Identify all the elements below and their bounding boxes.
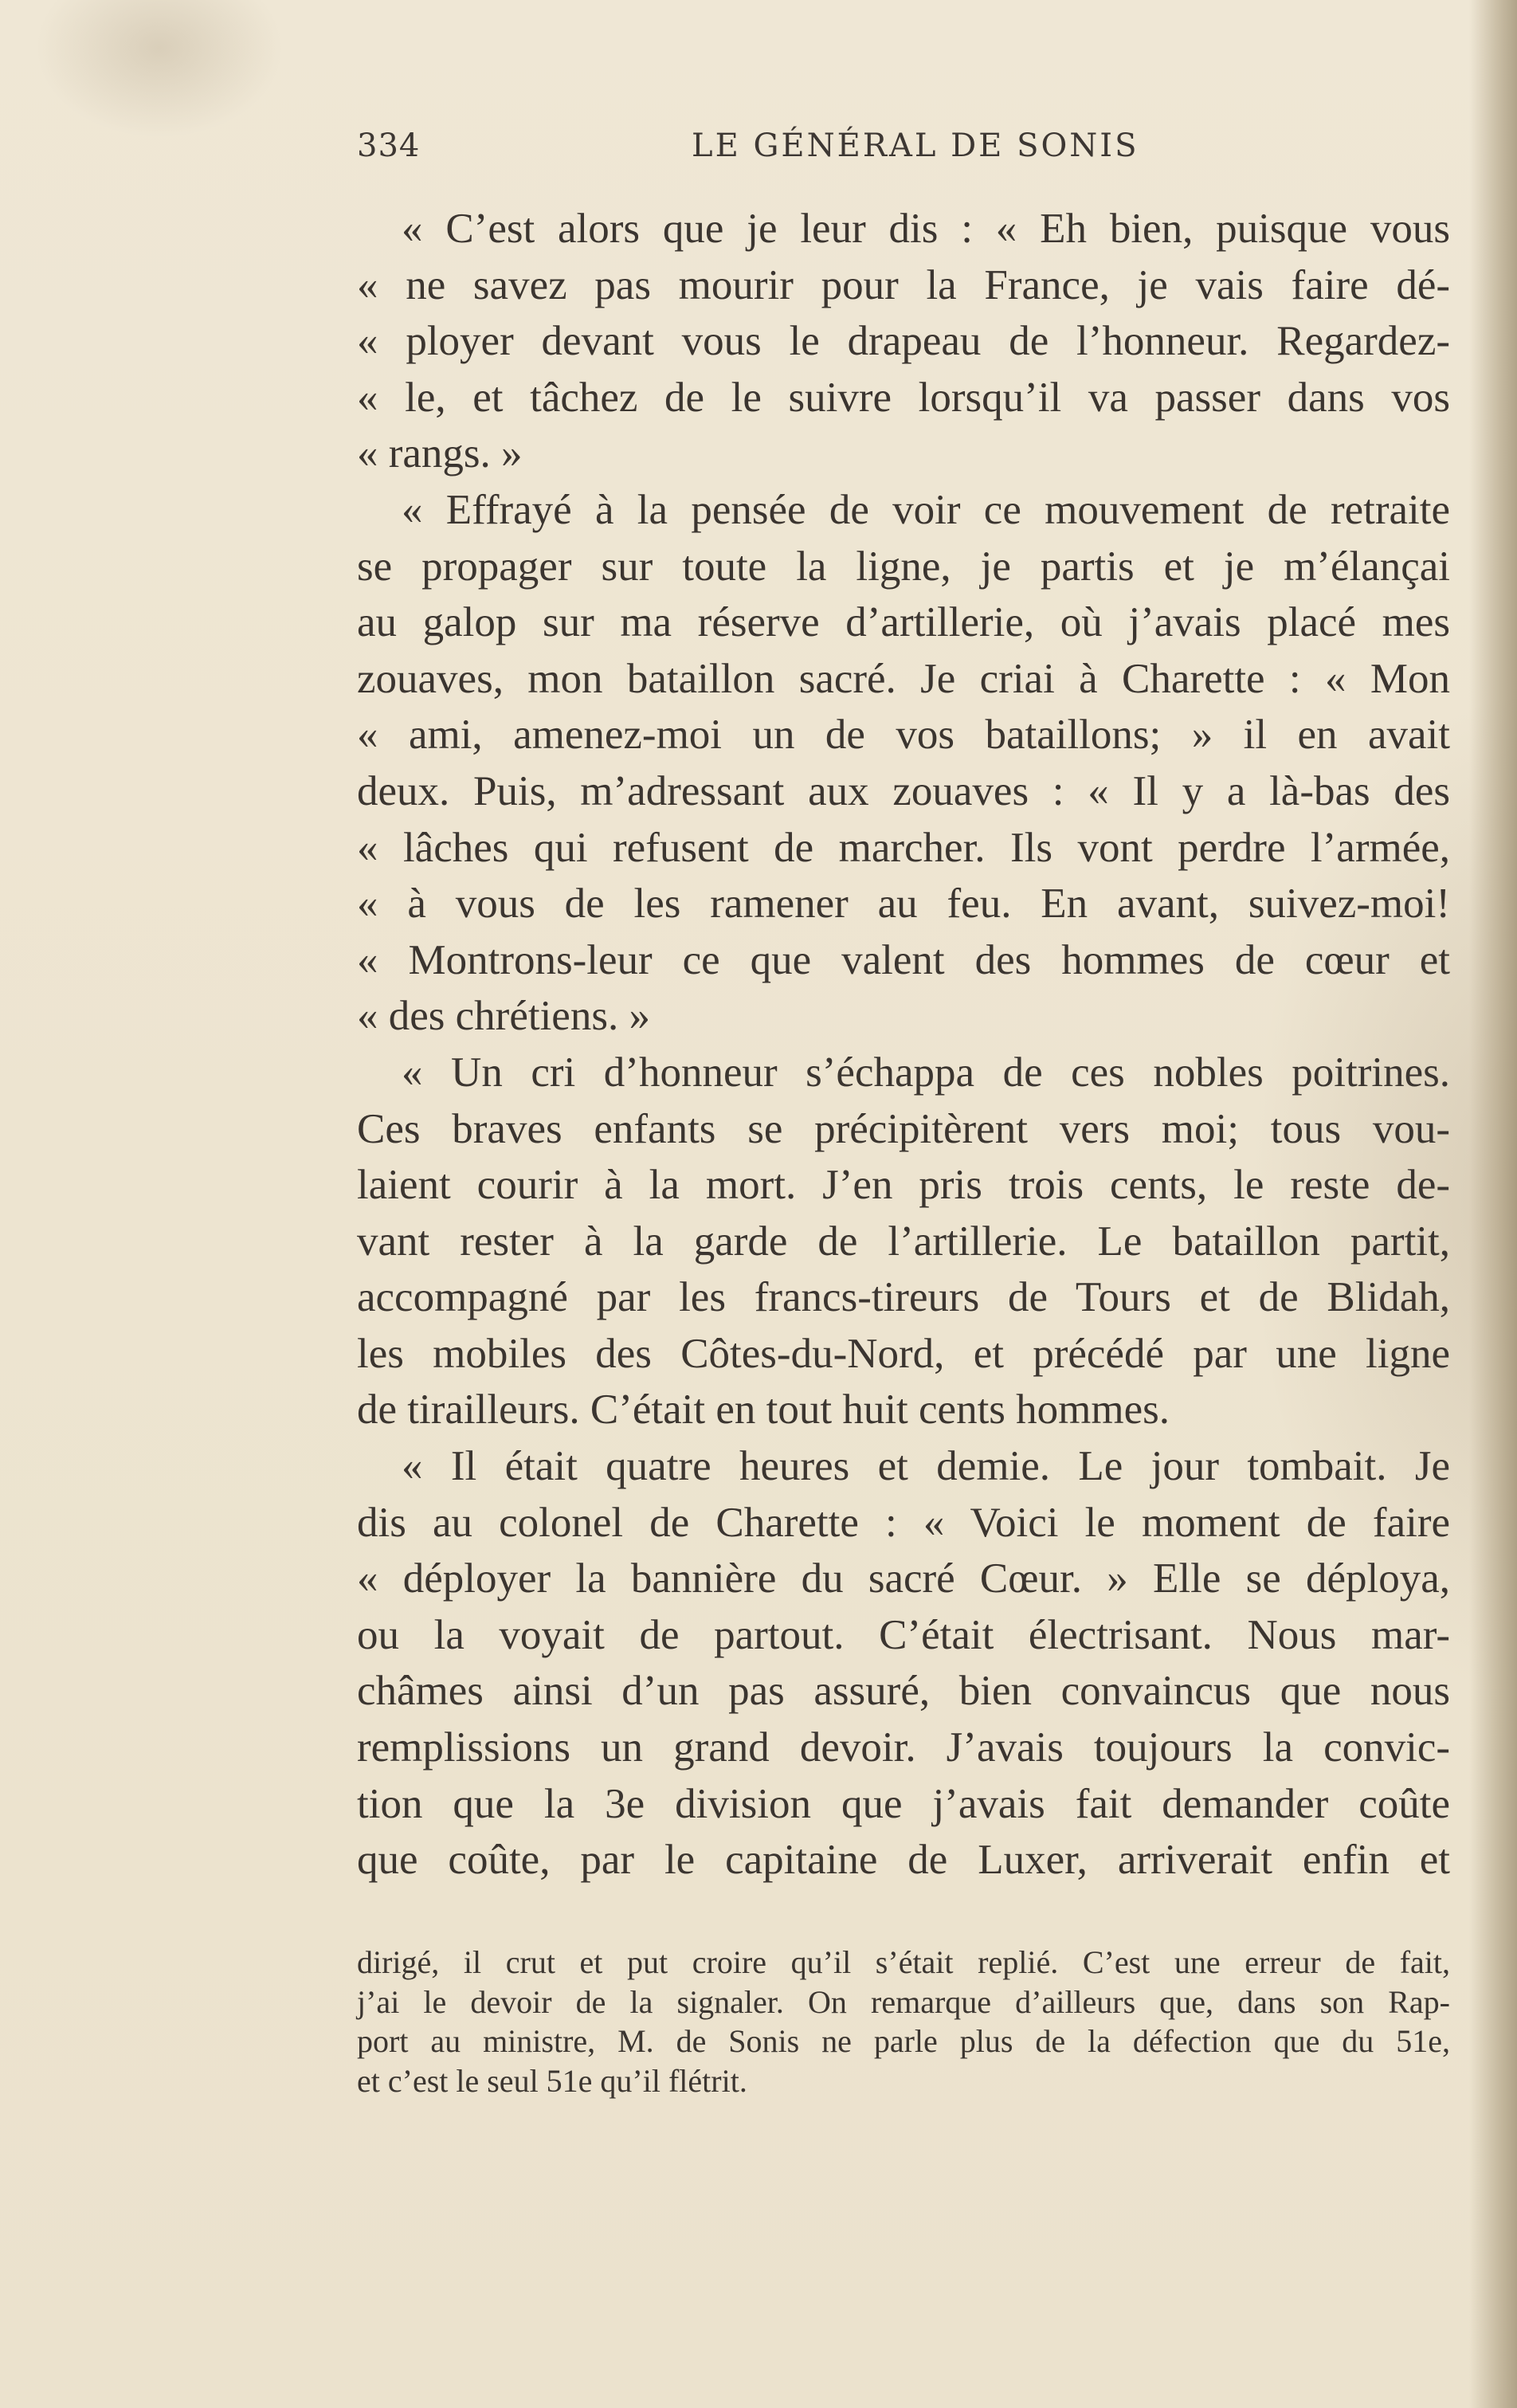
- footnote-line: port au ministre, M. de Sonis ne parle plus de la défection que du 51e,: [357, 2023, 1450, 2059]
- page-number: 334: [357, 127, 421, 164]
- text-line: au galop sur ma réserve d’artillerie, où j’avais placé mes: [357, 599, 1450, 646]
- text-line: « Il était quatre heures et demie. Le jour tombait. Je: [402, 1443, 1450, 1490]
- text-line: laient courir à la mort. J’en pris trois cents, le reste de-: [357, 1162, 1450, 1209]
- text-line: « ami, amenez-moi un de vos bataillons; » il en avait: [357, 712, 1450, 759]
- text-line: accompagné par les francs-tireurs de Tours et de Blidah,: [357, 1274, 1450, 1321]
- text-line: zouaves, mon bataillon sacré. Je criai à Charette : « Mon: [357, 655, 1450, 702]
- page-header: [357, 127, 1450, 175]
- text-line: de tirailleurs. C’était en tout huit cents hommes.: [357, 1386, 1170, 1433]
- text-line: dis au colonel de Charette : « Voici le moment de faire: [357, 1499, 1450, 1546]
- text-line: « le, et tâchez de le suivre lorsqu’il va passer dans vos: [357, 374, 1450, 421]
- text-line: « C’est alors que je leur dis : « Eh bien, puisque vous: [402, 206, 1450, 252]
- text-line: « ne savez pas mourir pour la France, je vais faire dé-: [357, 261, 1450, 308]
- text-line: tion que la 3e division que j’avais fait demander coûte: [357, 1780, 1450, 1827]
- text-line: que coûte, par le capitaine de Luxer, arriverait enfin et: [357, 1837, 1450, 1884]
- body-text: [357, 201, 1450, 1888]
- text-line: deux. Puis, m’adressant aux zouaves : « Il y a là-bas des: [357, 767, 1450, 814]
- text-line: « lâches qui refusent de marcher. Ils vont perdre l’armée,: [357, 824, 1450, 871]
- text-line: « Montrons-leur ce que valent des hommes de cœur et: [357, 936, 1450, 983]
- text-line: châmes ainsi d’un pas assuré, bien convaincus que nous: [357, 1668, 1450, 1715]
- text-line: « Un cri d’honneur s’échappa de ces nobles poitrines.: [402, 1049, 1450, 1096]
- text-line: ou la voyait de partout. C’était électrisant. Nous mar-: [357, 1611, 1450, 1658]
- footnote-line: dirigé, il crut et put croire qu’il s’était replié. C’est une erreur de fait,: [357, 1944, 1450, 1980]
- text-line: « à vous de les ramener au feu. En avant, suivez-moi!: [357, 880, 1450, 928]
- footnote-line: j’ai le devoir de la signaler. On remarque d’ailleurs que, dans son Rap-: [357, 1983, 1450, 2020]
- running-head: LE GÉNÉRAL DE SONIS: [692, 127, 1139, 164]
- footnote-line: et c’est le seul 51e qu’il flétrit.: [357, 2062, 747, 2099]
- text-line: Ces braves enfants se précipitèrent vers moi; tous vou-: [357, 1105, 1450, 1152]
- text-line: « Effrayé à la pensée de voir ce mouvement de retraite: [402, 486, 1450, 533]
- text-line: « des chrétiens. »: [357, 993, 650, 1040]
- text-line: les mobiles des Côtes-du-Nord, et précédé par une ligne: [357, 1330, 1450, 1377]
- text-line: « déployer la bannière du sacré Cœur. » Elle se déploya,: [357, 1555, 1450, 1602]
- footnote: [357, 1943, 1450, 2100]
- text-line: « ployer devant vous le drapeau de l’honneur. Regardez-: [357, 318, 1450, 365]
- text-line: se propager sur toute la ligne, je partis et je m’élançai: [357, 543, 1450, 590]
- text-line: remplissions un grand devoir. J’avais toujours la convic-: [357, 1724, 1450, 1771]
- text-line: « rangs. »: [357, 430, 523, 477]
- text-line: vant rester à la garde de l’artillerie. Le bataillon partit,: [357, 1218, 1450, 1265]
- page-edge-shadow: [1469, 0, 1517, 2408]
